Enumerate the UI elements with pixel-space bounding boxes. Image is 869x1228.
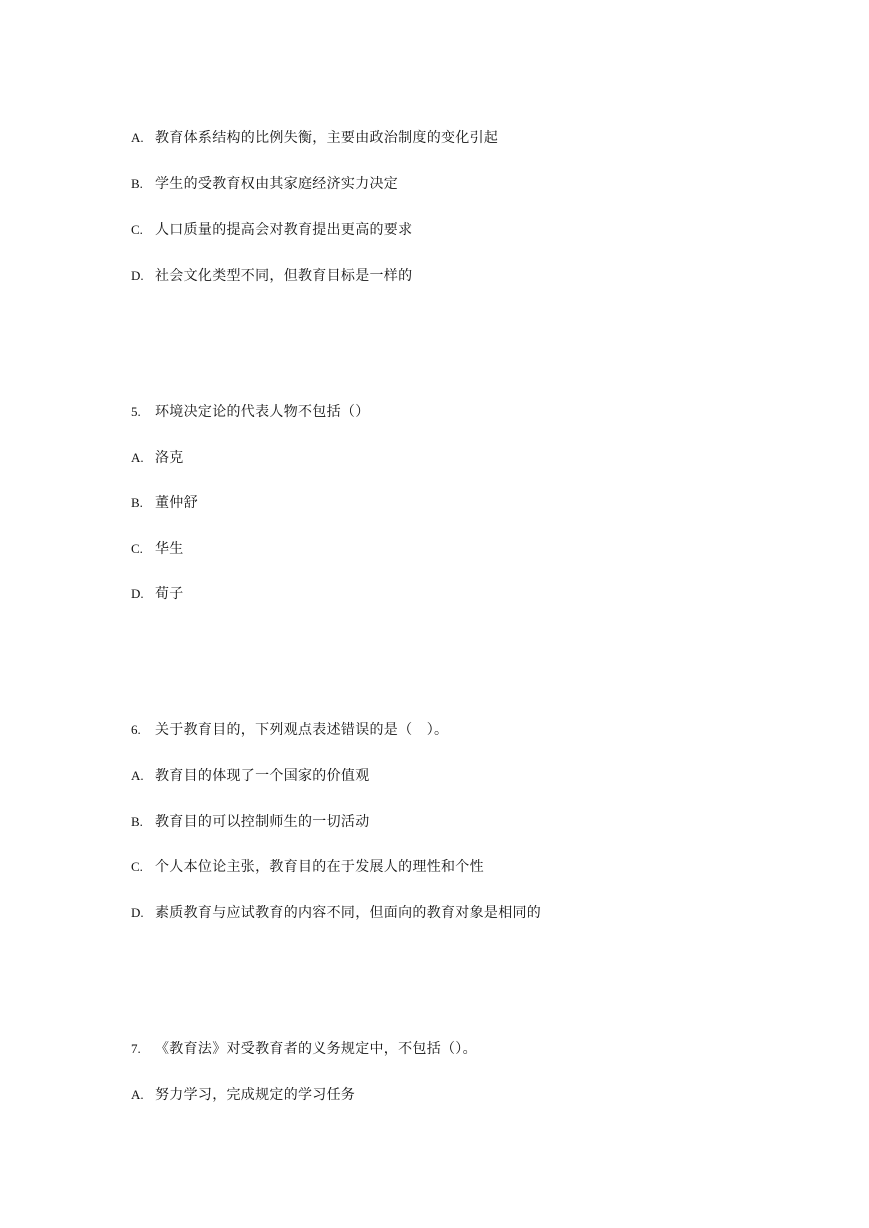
option-letter: A. <box>131 768 144 783</box>
option-b <box>131 493 198 513</box>
option-a <box>131 448 184 468</box>
question-text: 《教育法》对受教育者的义务规定中，不包括（）。 <box>155 1041 477 1057</box>
option-text: 学生的受教育权由其家庭经济实力决定 <box>155 176 399 192</box>
option-a <box>131 766 370 786</box>
option-letter: D. <box>131 905 144 920</box>
option-text: 洛克 <box>155 450 184 466</box>
option-text: 人口质量的提高会对教育提出更高的要求 <box>155 222 413 238</box>
option-a <box>131 1085 355 1105</box>
option-d <box>131 584 184 604</box>
option-c <box>131 539 184 559</box>
question-text: 关于教育目的，下列观点表述错误的是（ ）。 <box>155 722 449 738</box>
option-text: 努力学习，完成规定的学习任务 <box>155 1087 356 1103</box>
question-5 <box>131 402 370 422</box>
option-a <box>131 128 498 148</box>
question-6 <box>131 720 448 740</box>
option-text: 华生 <box>155 541 184 557</box>
option-text: 教育体系结构的比例失衡，主要由政治制度的变化引起 <box>155 130 499 146</box>
option-text: 荀子 <box>155 586 184 602</box>
option-text: 教育目的可以控制师生的一切活动 <box>155 814 370 830</box>
question-text: 环境决定论的代表人物不包括（） <box>155 404 370 420</box>
option-text: 个人本位论主张，教育目的在于发展人的理性和个性 <box>155 859 484 875</box>
option-c <box>131 220 412 240</box>
question-number: 7. <box>131 1041 141 1056</box>
option-letter: D. <box>131 268 144 283</box>
option-letter: B. <box>131 814 143 829</box>
option-letter: A. <box>131 1087 144 1102</box>
option-text: 社会文化类型不同，但教育目标是一样的 <box>155 268 413 284</box>
option-letter: A. <box>131 450 144 465</box>
option-b <box>131 174 398 194</box>
option-text: 教育目的体现了一个国家的价值观 <box>155 768 370 784</box>
question-number: 6. <box>131 722 141 737</box>
option-letter: C. <box>131 859 143 874</box>
option-letter: C. <box>131 222 143 237</box>
option-text: 素质教育与应试教育的内容不同，但面向的教育对象是相同的 <box>155 905 542 921</box>
option-d <box>131 266 412 286</box>
option-letter: B. <box>131 176 143 191</box>
option-letter: C. <box>131 541 143 556</box>
option-letter: A. <box>131 130 144 145</box>
option-c <box>131 857 484 877</box>
question-7 <box>131 1039 477 1059</box>
option-b <box>131 812 370 832</box>
question-number: 5. <box>131 404 141 419</box>
option-text: 董仲舒 <box>155 495 198 511</box>
option-d <box>131 903 541 923</box>
option-letter: D. <box>131 586 144 601</box>
option-letter: B. <box>131 495 143 510</box>
